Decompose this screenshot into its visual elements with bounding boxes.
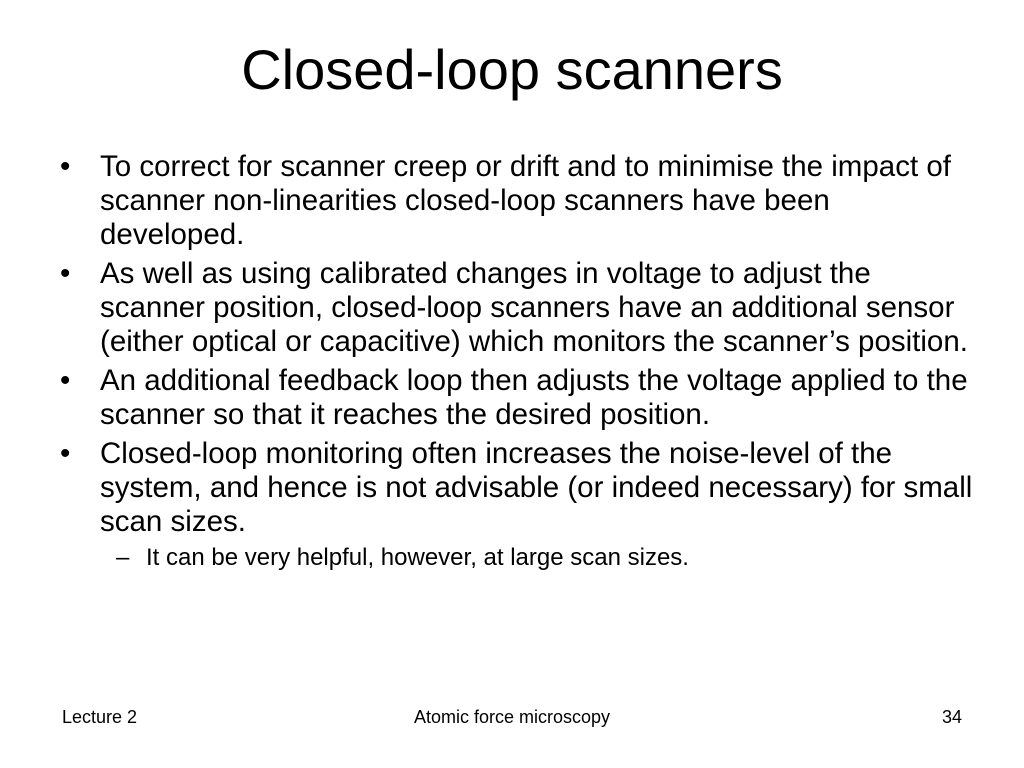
footer-lecture: Lecture 2 (62, 707, 138, 727)
slide-title: Closed-loop scanners (241, 38, 783, 101)
bullet-text: As well as using calibrated changes in voltage to adjust the scanner position, closed-loop scanners have an additional sensor (either optical or capacitive) which monitors the scanner’s position. (100, 257, 968, 358)
bullet-text: To correct for scanner creep or drift and to minimise the impact of scanner non-linearities closed-loop scanners have been developed. (100, 150, 951, 251)
bullet-list (58, 150, 978, 578)
bullet-text: Closed-loop monitoring often increases the noise-level of the system, and hence is not advisable (or indeed necessary) for small scan sizes. (100, 437, 973, 538)
sub-bullet-text: It can be very helpful, however, at large scan sizes. (146, 544, 689, 571)
bullet-item (58, 437, 978, 573)
bullet-marker: • (60, 364, 71, 397)
bullet-text: An additional feedback loop then adjusts the voltage applied to the scanner so that it reaches the desired position. (100, 364, 968, 431)
sub-bullet-marker: – (116, 544, 130, 571)
bullet-marker: • (60, 437, 71, 470)
bullet-item (58, 150, 978, 252)
bullet-marker: • (60, 150, 71, 183)
bullet-item (58, 364, 978, 432)
footer-page-number: 34 (941, 707, 962, 727)
bullet-marker: • (60, 257, 71, 290)
footer-topic: Atomic force microscopy (413, 707, 611, 727)
sub-bullet-item (100, 543, 978, 573)
bullet-item (58, 257, 978, 359)
sub-bullet-list (100, 543, 978, 573)
